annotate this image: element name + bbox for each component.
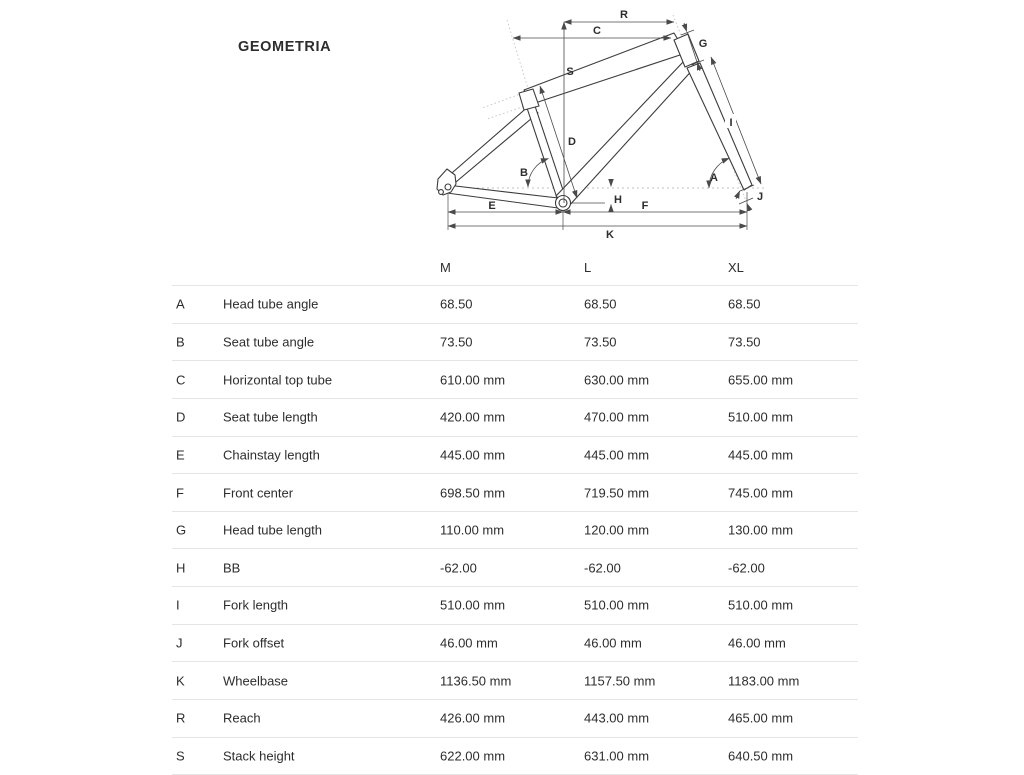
row-value-l: 510.00 mm bbox=[584, 597, 650, 613]
rear-axle bbox=[445, 184, 451, 190]
row-label: Chainstay length bbox=[223, 447, 320, 463]
row-value-m: 510.00 mm bbox=[440, 597, 506, 613]
row-letter: I bbox=[176, 597, 180, 613]
label-K: K bbox=[606, 229, 614, 241]
row-letter: D bbox=[176, 409, 186, 425]
label-D: D bbox=[568, 136, 576, 148]
row-value-xl: 1183.00 mm bbox=[728, 673, 800, 689]
table-row bbox=[172, 323, 858, 361]
row-value-m: 445.00 mm bbox=[440, 447, 506, 463]
row-value-xl: 510.00 mm bbox=[728, 409, 794, 425]
row-label: Head tube angle bbox=[223, 296, 319, 312]
row-value-m: 426.00 mm bbox=[440, 710, 506, 726]
head-tube bbox=[674, 34, 699, 67]
fork-blade bbox=[687, 63, 752, 190]
row-label: Horizontal top tube bbox=[223, 372, 333, 388]
row-value-m: -62.00 bbox=[440, 560, 477, 576]
row-label: Wheelbase bbox=[223, 673, 289, 689]
label-F: F bbox=[641, 200, 649, 212]
label-J: J bbox=[756, 191, 764, 203]
row-value-xl: 745.00 mm bbox=[728, 485, 794, 501]
row-letter: K bbox=[176, 673, 185, 689]
geometry-table-header bbox=[172, 252, 858, 285]
row-label: Reach bbox=[223, 710, 261, 726]
row-value-xl: 68.50 bbox=[728, 296, 761, 312]
row-label: Front center bbox=[223, 485, 294, 501]
row-label: Fork offset bbox=[223, 635, 285, 651]
row-label: BB bbox=[223, 560, 241, 576]
row-value-l: 46.00 mm bbox=[584, 635, 642, 651]
row-label: Fork length bbox=[223, 597, 289, 613]
row-letter: G bbox=[176, 522, 187, 538]
row-value-m: 68.50 bbox=[440, 296, 473, 312]
row-value-l: 631.00 mm bbox=[584, 748, 650, 764]
row-letter: R bbox=[176, 710, 186, 726]
row-value-m: 1136.50 mm bbox=[440, 673, 512, 689]
table-row bbox=[172, 699, 858, 737]
table-row bbox=[172, 285, 858, 323]
label-I: I bbox=[729, 117, 733, 129]
row-value-l: -62.00 bbox=[584, 560, 621, 576]
row-value-xl: 465.00 mm bbox=[728, 710, 794, 726]
label-G: G bbox=[698, 38, 708, 50]
table-row bbox=[172, 624, 858, 662]
table-row bbox=[172, 360, 858, 398]
row-value-m: 622.00 mm bbox=[440, 748, 506, 764]
frame-outline bbox=[437, 33, 752, 211]
table-row bbox=[172, 436, 858, 474]
page-title: GEOMETRIA bbox=[238, 39, 332, 55]
row-label: Seat tube length bbox=[223, 409, 318, 425]
row-value-l: 68.50 bbox=[584, 296, 617, 312]
row-value-l: 470.00 mm bbox=[584, 409, 650, 425]
row-letter: S bbox=[176, 748, 185, 764]
table-row bbox=[172, 737, 858, 775]
row-value-l: 445.00 mm bbox=[584, 447, 650, 463]
row-value-m: 73.50 bbox=[440, 334, 473, 350]
row-letter: C bbox=[176, 372, 186, 388]
row-value-xl: 46.00 mm bbox=[728, 635, 786, 651]
table-row bbox=[172, 511, 858, 549]
row-value-l: 630.00 mm bbox=[584, 372, 650, 388]
row-value-m: 610.00 mm bbox=[440, 372, 506, 388]
row-value-xl: 640.50 mm bbox=[728, 748, 794, 764]
row-value-xl: 655.00 mm bbox=[728, 372, 794, 388]
label-C: C bbox=[593, 25, 601, 37]
row-letter: A bbox=[176, 296, 185, 312]
label-H: H bbox=[614, 194, 622, 206]
table-row bbox=[172, 473, 858, 511]
table-row bbox=[172, 548, 858, 586]
row-label: Head tube length bbox=[223, 522, 323, 538]
row-label: Stack height bbox=[223, 748, 295, 764]
row-value-xl: -62.00 bbox=[728, 560, 765, 576]
label-B: B bbox=[520, 167, 528, 179]
row-letter: J bbox=[176, 635, 183, 651]
table-row bbox=[172, 398, 858, 436]
row-value-m: 110.00 mm bbox=[440, 522, 505, 538]
row-value-m: 420.00 mm bbox=[440, 409, 506, 425]
label-R: R bbox=[620, 9, 628, 21]
row-letter: H bbox=[176, 560, 186, 576]
geometry-table-body bbox=[172, 285, 858, 775]
row-value-xl: 445.00 mm bbox=[728, 447, 794, 463]
row-value-l: 73.50 bbox=[584, 334, 617, 350]
table-row bbox=[172, 661, 858, 699]
label-S: S bbox=[566, 66, 574, 78]
row-value-xl: 510.00 mm bbox=[728, 597, 794, 613]
geometry-table bbox=[172, 252, 858, 775]
row-value-l: 443.00 mm bbox=[584, 710, 650, 726]
row-value-m: 46.00 mm bbox=[440, 635, 498, 651]
row-value-l: 719.50 mm bbox=[584, 485, 650, 501]
row-label: Seat tube angle bbox=[223, 334, 315, 350]
column-header-m: M bbox=[440, 260, 451, 275]
row-value-l: 120.00 mm bbox=[584, 522, 650, 538]
column-header-xl: XL bbox=[728, 260, 744, 275]
row-letter: F bbox=[176, 485, 184, 501]
label-E: E bbox=[488, 200, 496, 212]
bike-geometry-diagram bbox=[0, 0, 1024, 252]
column-header-l: L bbox=[584, 260, 592, 275]
row-letter: E bbox=[176, 447, 185, 463]
row-letter: B bbox=[176, 334, 185, 350]
row-value-xl: 130.00 mm bbox=[728, 522, 794, 538]
row-value-xl: 73.50 bbox=[728, 334, 761, 350]
label-A: A bbox=[710, 172, 718, 184]
table-row bbox=[172, 586, 858, 624]
row-value-m: 698.50 mm bbox=[440, 485, 506, 501]
row-value-l: 1157.50 mm bbox=[584, 673, 656, 689]
